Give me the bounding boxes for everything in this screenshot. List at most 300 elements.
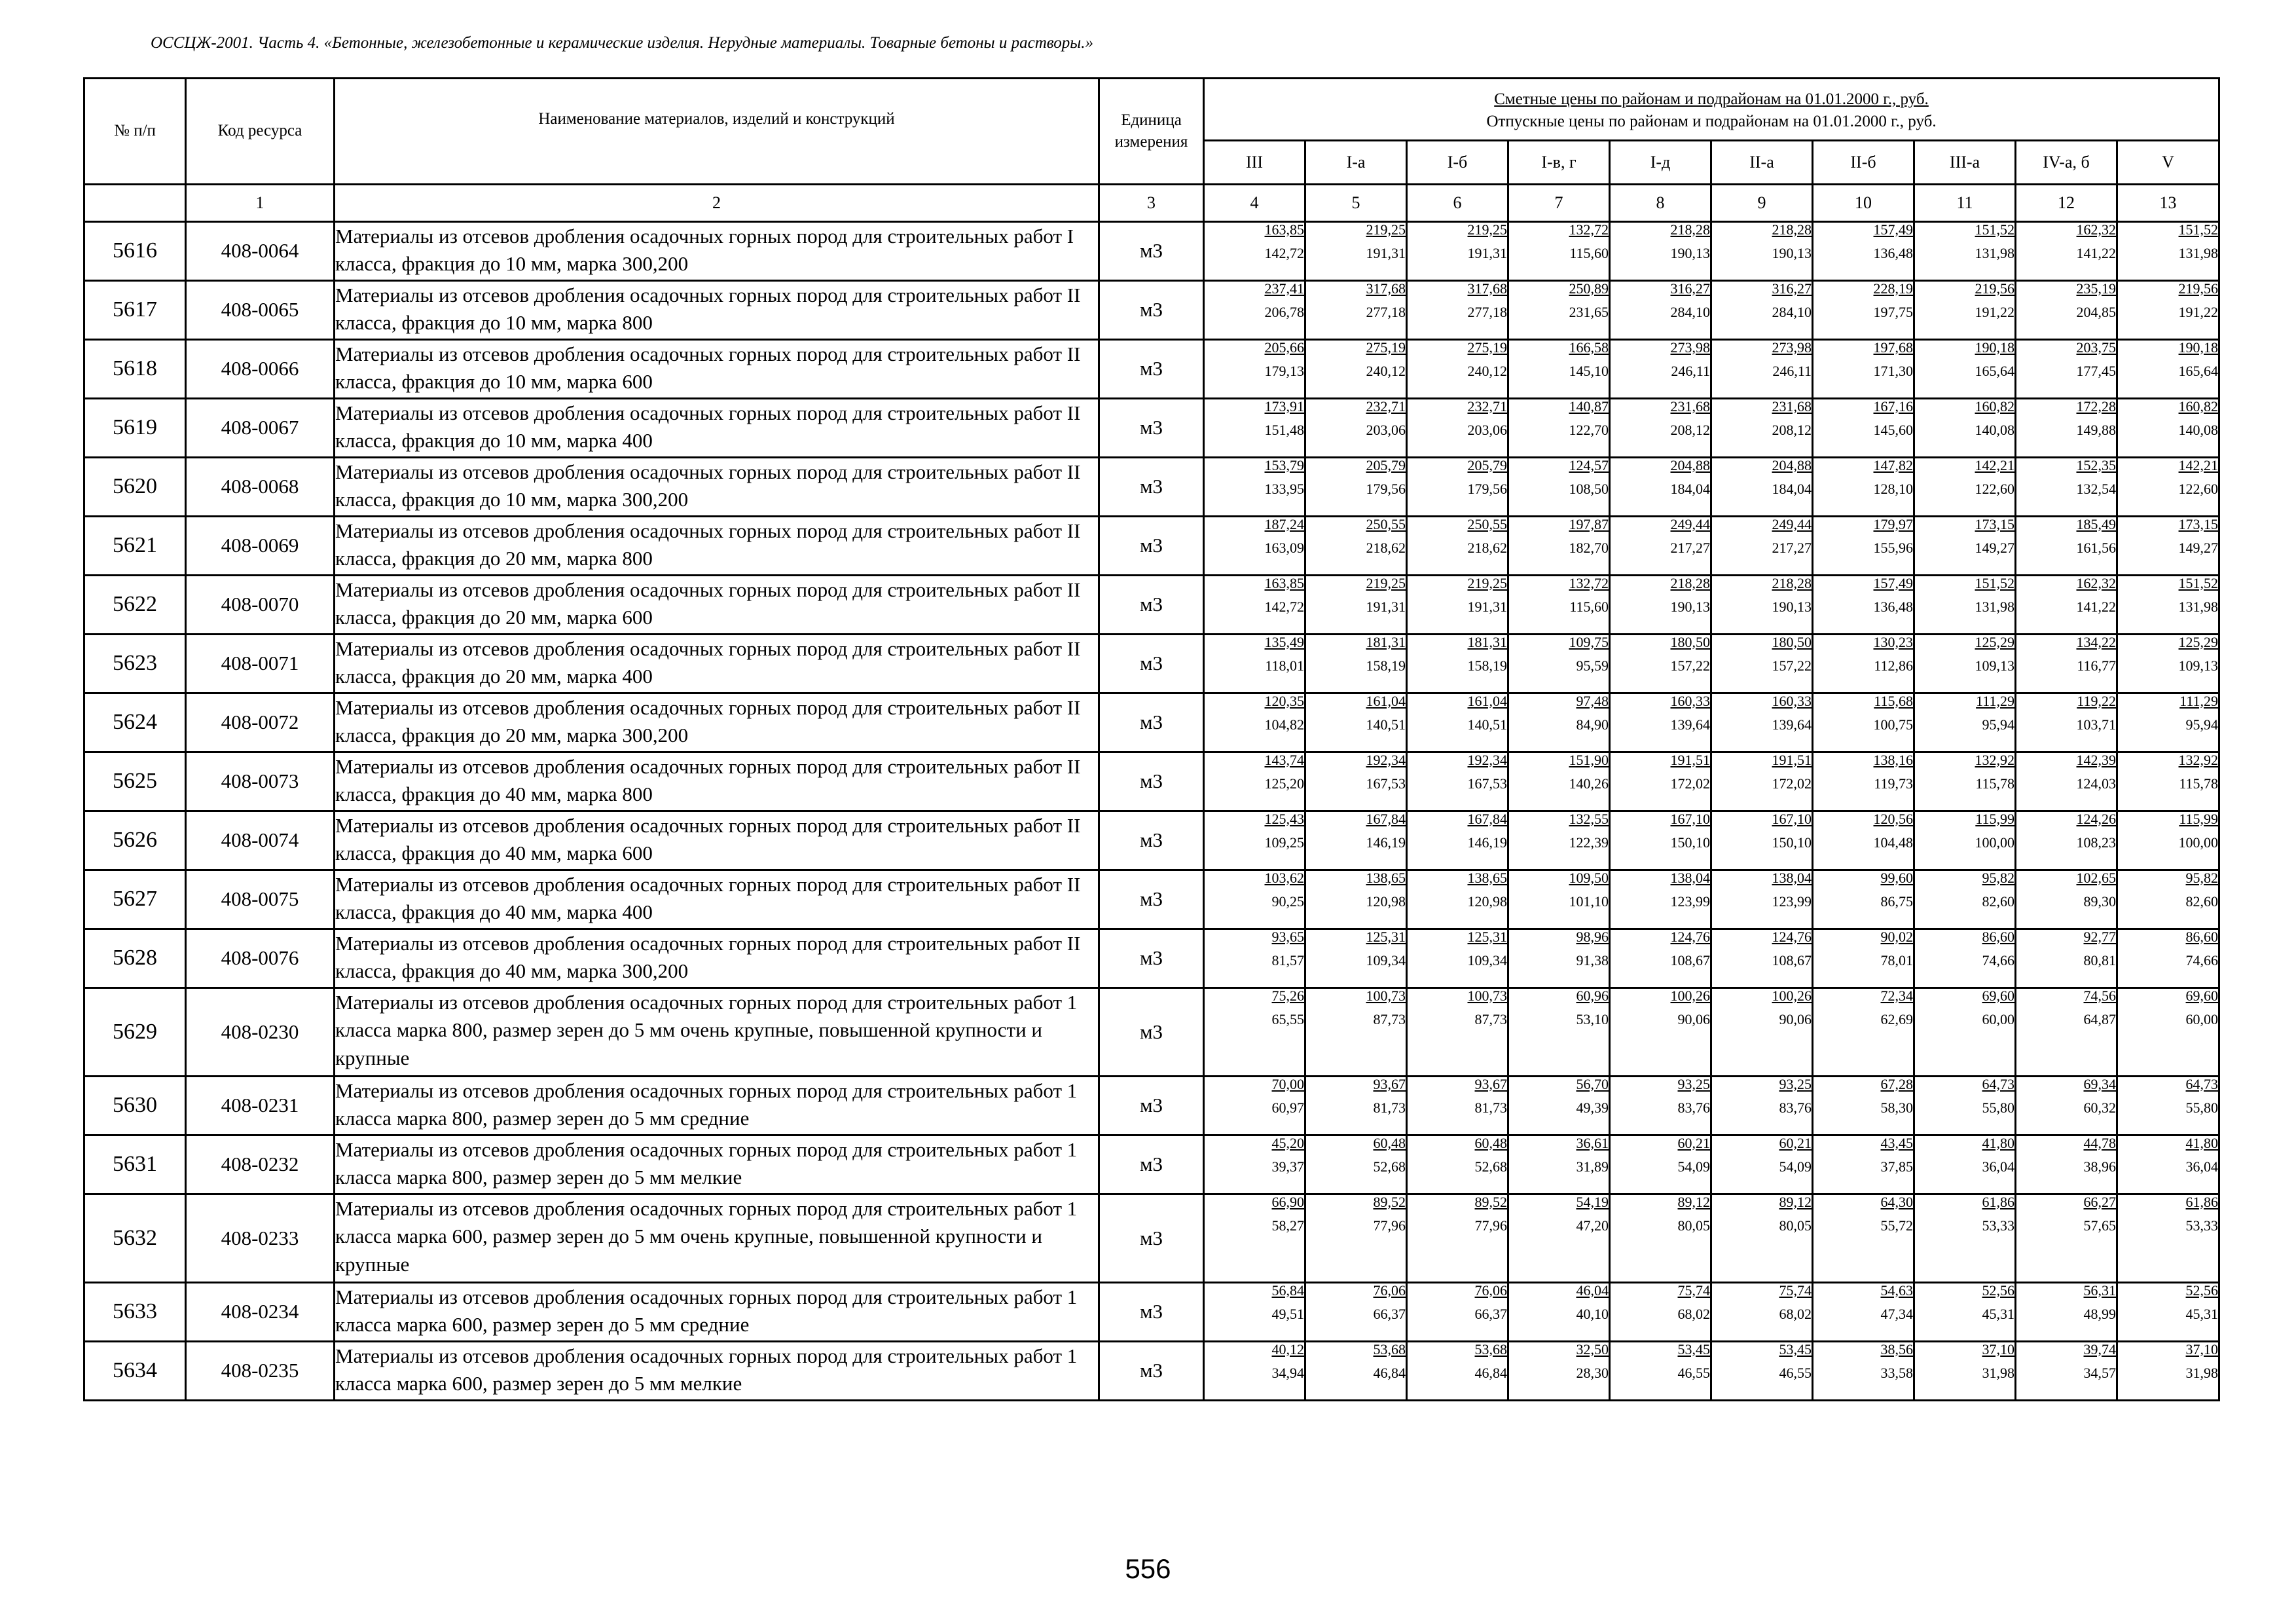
resource-code: 408-0075 [186, 870, 335, 929]
release-price: 146,19 [1467, 834, 1507, 851]
price-cell [1610, 811, 1711, 870]
release-price: 203,06 [1467, 421, 1507, 438]
price-cell [1813, 457, 1914, 516]
release-price: 146,19 [1366, 834, 1406, 851]
estimate-price: 100,73 [1366, 987, 1406, 1004]
estimate-price: 180,50 [1772, 633, 1812, 650]
estimate-price: 120,56 [1873, 810, 1913, 827]
release-price: 115,78 [1975, 775, 2014, 792]
table-row [84, 752, 2219, 811]
price-cell [1407, 457, 1508, 516]
release-price: 203,06 [1366, 421, 1406, 438]
price-cell [2117, 693, 2219, 752]
table-row [84, 1076, 2219, 1135]
release-price: 140,51 [1467, 716, 1507, 733]
estimate-price: 191,51 [1670, 751, 1710, 768]
estimate-price: 70,00 [1271, 1075, 1304, 1092]
release-price: 157,22 [1772, 657, 1812, 674]
price-cell [1305, 1194, 1407, 1282]
price-cell [1204, 339, 1305, 398]
price-cell [1407, 929, 1508, 987]
price-cell [1508, 221, 1610, 280]
release-price: 60,00 [2185, 1010, 2219, 1027]
estimate-price: 92,77 [2083, 928, 2116, 945]
estimate-price: 115,68 [1874, 692, 1913, 709]
release-price: 131,98 [1975, 598, 2014, 615]
unit-of-measure: м3 [1099, 457, 1204, 516]
release-price: 57,65 [2083, 1217, 2116, 1234]
release-price: 108,67 [1670, 951, 1710, 969]
price-cell [1914, 516, 2016, 575]
price-cell [2016, 752, 2117, 811]
release-price: 87,73 [1474, 1010, 1507, 1027]
row-number: 5621 [84, 516, 186, 575]
estimate-price: 66,90 [1271, 1193, 1304, 1210]
resource-code: 408-0071 [186, 634, 335, 693]
material-name: Материалы из отсевов дробления осадочных горных пород для строительных работ II класса, фракция до 20 мм, марка 800 [335, 516, 1099, 575]
estimate-price: 316,27 [1670, 280, 1710, 297]
estimate-price: 219,25 [1366, 574, 1406, 591]
estimate-price: 132,72 [1569, 221, 1609, 238]
estimate-price: 93,25 [1677, 1075, 1710, 1092]
release-price: 34,57 [2083, 1364, 2116, 1381]
estimate-price: 167,84 [1366, 810, 1406, 827]
price-cell [2016, 516, 2117, 575]
release-price: 140,08 [2178, 421, 2219, 438]
region-header: III [1204, 140, 1305, 184]
price-cell [2117, 1282, 2219, 1341]
row-number: 5624 [84, 693, 186, 752]
release-price: 109,13 [1975, 657, 2014, 674]
estimate-price: 192,34 [1467, 751, 1507, 768]
table-row [84, 398, 2219, 457]
price-cell [1508, 1282, 1610, 1341]
release-price: 64,87 [2083, 1010, 2116, 1027]
price-cell [1610, 1076, 1711, 1135]
region-header: II-а [1711, 140, 1813, 184]
release-price: 40,10 [1576, 1305, 1609, 1322]
estimate-price: 103,62 [1264, 869, 1304, 886]
estimate-price: 160,33 [1772, 692, 1812, 709]
estimate-price: 120,35 [1264, 692, 1304, 709]
estimate-price: 205,79 [1467, 456, 1507, 473]
release-price: 190,13 [1772, 244, 1812, 261]
estimate-price: 160,82 [1975, 397, 2014, 415]
estimate-price: 90,02 [1880, 928, 1913, 945]
estimate-price: 41,80 [1982, 1134, 2014, 1151]
release-price: 86,75 [1880, 893, 1913, 910]
price-cell [1508, 280, 1610, 339]
price-cell [1508, 575, 1610, 634]
release-price: 77,96 [1474, 1217, 1507, 1234]
estimate-price: 54,19 [1576, 1193, 1609, 1210]
release-price: 31,89 [1576, 1158, 1609, 1175]
price-cell [1407, 575, 1508, 634]
release-price: 45,31 [1982, 1305, 2014, 1322]
release-price: 131,98 [2178, 598, 2219, 615]
release-price: 163,09 [1264, 539, 1304, 556]
estimate-price: 125,29 [1975, 633, 2014, 650]
price-cell [1204, 221, 1305, 280]
price-cell [1508, 987, 1610, 1076]
release-price: 190,13 [1772, 598, 1812, 615]
release-price: 46,84 [1474, 1364, 1507, 1381]
release-price: 115,60 [1569, 244, 1609, 261]
price-cell [1204, 516, 1305, 575]
release-price: 158,19 [1467, 657, 1507, 674]
estimate-price: 173,15 [1975, 515, 2014, 532]
price-cell [1813, 1282, 1914, 1341]
column-number: 1 [186, 184, 335, 221]
price-cell [1711, 1135, 1813, 1194]
release-price: 47,34 [1880, 1305, 1913, 1322]
release-price: 142,72 [1264, 598, 1304, 615]
price-cell [1508, 516, 1610, 575]
unit-of-measure: м3 [1099, 280, 1204, 339]
column-number-blank [84, 184, 186, 221]
price-cell [1914, 457, 2016, 516]
estimate-price: 157,49 [1873, 574, 1913, 591]
price-cell [2117, 339, 2219, 398]
estimate-price: 119,22 [2077, 692, 2116, 709]
price-cell [1407, 634, 1508, 693]
release-price: 197,75 [1873, 303, 1913, 320]
estimate-price: 151,90 [1569, 751, 1609, 768]
estimate-price: 219,25 [1366, 221, 1406, 238]
price-cell [1610, 457, 1711, 516]
estimate-price: 235,19 [2076, 280, 2116, 297]
release-price: 179,56 [1467, 480, 1507, 497]
price-cell [1711, 516, 1813, 575]
estimate-price: 190,18 [2178, 339, 2219, 356]
estimate-price: 75,74 [1677, 1282, 1710, 1299]
document-header: ОССЦЖ-2001. Часть 4. «Бетонные, железобетонные и керамические изделия. Нерудные материалы. Товарные бетоны и растворы.» [151, 34, 1093, 52]
release-price: 104,82 [1264, 716, 1304, 733]
resource-code: 408-0068 [186, 457, 335, 516]
row-number: 5631 [84, 1135, 186, 1194]
release-price: 158,19 [1366, 657, 1406, 674]
estimate-price: 173,15 [2178, 515, 2219, 532]
price-cell [1204, 634, 1305, 693]
price-cell [1305, 811, 1407, 870]
estimate-price: 138,04 [1772, 869, 1812, 886]
price-cell [1813, 280, 1914, 339]
release-price: 109,34 [1366, 951, 1406, 969]
price-cell [1204, 1194, 1305, 1282]
table-row [84, 1341, 2219, 1400]
table-body [84, 221, 2219, 1400]
release-price: 103,71 [2076, 716, 2116, 733]
price-cell [1610, 752, 1711, 811]
release-price: 120,98 [1366, 893, 1406, 910]
estimate-price: 44,78 [2083, 1134, 2116, 1151]
estimate-price: 124,76 [1670, 928, 1710, 945]
release-price: 80,05 [1779, 1217, 1812, 1234]
unit-of-measure: м3 [1099, 1076, 1204, 1135]
release-price: 55,72 [1880, 1217, 1913, 1234]
price-cell [1813, 929, 1914, 987]
price-cell [1610, 1194, 1711, 1282]
estimate-price: 61,86 [1982, 1193, 2014, 1210]
resource-code: 408-0066 [186, 339, 335, 398]
price-cell [1204, 929, 1305, 987]
estimate-price: 185,49 [2076, 515, 2116, 532]
estimate-price: 37,10 [2185, 1340, 2219, 1357]
estimate-price: 250,55 [1467, 515, 1507, 532]
estimate-price: 179,97 [1873, 515, 1913, 532]
estimate-price: 317,68 [1467, 280, 1507, 297]
estimate-price: 181,31 [1366, 633, 1406, 650]
page-number: 556 [1125, 1553, 1171, 1584]
material-name: Материалы из отсевов дробления осадочных горных пород для строительных работ II класса, фракция до 40 мм, марка 400 [335, 870, 1099, 929]
region-header: I-б [1407, 140, 1508, 184]
release-price: 60,97 [1271, 1099, 1304, 1116]
material-name: Материалы из отсевов дробления осадочных горных пород для строительных работ 1 класса марка 600, размер зерен до 5 мм очень крупные, повышенной крупности и крупные [335, 1194, 1099, 1282]
price-cell [1305, 1282, 1407, 1341]
release-price: 81,73 [1474, 1099, 1507, 1116]
release-price: 218,62 [1366, 539, 1406, 556]
release-price: 55,80 [2185, 1099, 2219, 1116]
material-name: Материалы из отсевов дробления осадочных горных пород для строительных работ II класса, фракция до 10 мм, марка 800 [335, 280, 1099, 339]
estimate-price: 93,65 [1271, 928, 1304, 945]
estimate-price: 273,98 [1670, 339, 1710, 356]
estimate-price: 151,52 [2178, 221, 2219, 238]
release-price: 74,66 [2185, 951, 2219, 969]
release-price: 139,64 [1670, 716, 1710, 733]
estimate-price: 142,21 [1975, 456, 2014, 473]
release-price: 115,60 [1569, 598, 1609, 615]
estimate-price: 102,65 [2076, 869, 2116, 886]
unit-of-measure: м3 [1099, 987, 1204, 1076]
material-name: Материалы из отсевов дробления осадочных горных пород для строительных работ II класса, фракция до 40 мм, марка 800 [335, 752, 1099, 811]
price-cell [1305, 516, 1407, 575]
price-cell [1204, 398, 1305, 457]
release-price: 165,64 [1975, 362, 2014, 379]
resource-code: 408-0065 [186, 280, 335, 339]
column-number: 4 [1204, 184, 1305, 221]
price-cell [2016, 1341, 2117, 1400]
release-price: 122,60 [1975, 480, 2014, 497]
release-price: 217,27 [1772, 539, 1812, 556]
price-cell [2016, 221, 2117, 280]
price-cell [1813, 634, 1914, 693]
release-price: 217,27 [1670, 539, 1710, 556]
price-cell [1407, 693, 1508, 752]
release-price: 58,27 [1271, 1217, 1304, 1234]
price-cell [2117, 221, 2219, 280]
table-row [84, 929, 2219, 987]
resource-code: 408-0230 [186, 987, 335, 1076]
price-cell [1407, 398, 1508, 457]
column-number: 7 [1508, 184, 1610, 221]
table-row [84, 457, 2219, 516]
release-price: 136,48 [1873, 244, 1913, 261]
row-number: 5616 [84, 221, 186, 280]
price-cell [1610, 929, 1711, 987]
row-number: 5628 [84, 929, 186, 987]
estimate-price: 32,50 [1576, 1340, 1609, 1357]
material-name: Материалы из отсевов дробления осадочных горных пород для строительных работ II класса, фракция до 20 мм, марка 400 [335, 634, 1099, 693]
price-cell [1204, 870, 1305, 929]
estimate-price: 72,34 [1880, 987, 1913, 1004]
estimate-price: 56,84 [1271, 1282, 1304, 1299]
resource-code: 408-0076 [186, 929, 335, 987]
estimate-price: 69,60 [2185, 987, 2219, 1004]
estimate-price: 95,82 [1982, 869, 2014, 886]
price-cell [1305, 1076, 1407, 1135]
release-price: 109,25 [1264, 834, 1304, 851]
estimate-price: 76,06 [1474, 1282, 1507, 1299]
release-price: 31,98 [1982, 1364, 2014, 1381]
resource-code: 408-0233 [186, 1194, 335, 1282]
release-price: 66,37 [1373, 1305, 1406, 1322]
release-price: 131,98 [1975, 244, 2014, 261]
estimate-price: 40,12 [1271, 1340, 1304, 1357]
estimate-price: 273,98 [1772, 339, 1812, 356]
release-price: 52,68 [1373, 1158, 1406, 1175]
release-price: 74,66 [1982, 951, 2014, 969]
release-price: 190,13 [1670, 598, 1710, 615]
estimate-price: 249,44 [1772, 515, 1812, 532]
estimate-price: 135,49 [1264, 633, 1304, 650]
estimate-price: 60,48 [1474, 1134, 1507, 1151]
unit-of-measure: м3 [1099, 1135, 1204, 1194]
estimate-price: 180,50 [1670, 633, 1710, 650]
estimate-price: 97,48 [1576, 692, 1609, 709]
table-row [84, 870, 2219, 929]
estimate-price: 250,55 [1366, 515, 1406, 532]
region-header: IV-а, б [2016, 140, 2117, 184]
estimate-price: 98,96 [1576, 928, 1609, 945]
price-cell [1508, 398, 1610, 457]
release-price: 120,98 [1467, 893, 1507, 910]
release-price: 66,37 [1474, 1305, 1507, 1322]
price-cell [1407, 870, 1508, 929]
price-cell [2117, 1341, 2219, 1400]
release-price: 246,11 [1671, 362, 1710, 379]
estimate-price: 46,04 [1576, 1282, 1609, 1299]
estimate-price: 275,19 [1467, 339, 1507, 356]
price-cell [1305, 221, 1407, 280]
material-name: Материалы из отсевов дробления осадочных горных пород для строительных работ 1 класса марка 800, размер зерен до 5 мм мелкие [335, 1135, 1099, 1194]
price-cell [2117, 1194, 2219, 1282]
release-price: 38,96 [2083, 1158, 2116, 1175]
material-name: Материалы из отсевов дробления осадочных горных пород для строительных работ II класса, фракция до 40 мм, марка 300,200 [335, 929, 1099, 987]
estimate-price: 151,52 [2178, 574, 2219, 591]
estimate-price: 143,74 [1264, 751, 1304, 768]
price-cell [2016, 457, 2117, 516]
price-cell [1508, 929, 1610, 987]
estimate-price: 161,04 [1467, 692, 1507, 709]
column-number: 11 [1914, 184, 2016, 221]
release-price: 83,76 [1779, 1099, 1812, 1116]
column-number: 9 [1711, 184, 1813, 221]
release-price: 122,70 [1569, 421, 1609, 438]
region-header: I-а [1305, 140, 1407, 184]
resource-code: 408-0232 [186, 1135, 335, 1194]
release-price: 208,12 [1772, 421, 1812, 438]
release-price: 150,10 [1670, 834, 1710, 851]
release-price: 277,18 [1366, 303, 1406, 320]
estimate-price: 250,89 [1569, 280, 1609, 297]
unit-of-measure: м3 [1099, 221, 1204, 280]
release-price: 167,53 [1467, 775, 1507, 792]
release-price: 149,27 [1975, 539, 2014, 556]
estimate-price: 181,31 [1467, 633, 1507, 650]
material-name: Материалы из отсевов дробления осадочных горных пород для строительных работ 1 класса марка 800, размер зерен до 5 мм очень крупные, повышенной крупности и крупные [335, 987, 1099, 1076]
unit-of-measure: м3 [1099, 1341, 1204, 1400]
estimate-price: 204,88 [1772, 456, 1812, 473]
price-cell [1204, 280, 1305, 339]
table-row [84, 1282, 2219, 1341]
estimate-price: 45,20 [1271, 1134, 1304, 1151]
release-price: 36,04 [2185, 1158, 2219, 1175]
row-number: 5620 [84, 457, 186, 516]
release-price: 167,53 [1366, 775, 1406, 792]
price-cell [1711, 693, 1813, 752]
row-number: 5618 [84, 339, 186, 398]
region-header: I-д [1610, 140, 1711, 184]
estimate-price: 138,65 [1467, 869, 1507, 886]
price-cell [2016, 1135, 2117, 1194]
estimate-price: 163,85 [1264, 574, 1304, 591]
estimate-price: 124,26 [2076, 810, 2116, 827]
release-price: 80,81 [2083, 951, 2116, 969]
release-price: 108,67 [1772, 951, 1812, 969]
price-cell [1610, 1341, 1711, 1400]
table-header-row [84, 79, 2219, 141]
estimate-price: 249,44 [1670, 515, 1710, 532]
release-price: 104,48 [1873, 834, 1913, 851]
price-cell [1508, 693, 1610, 752]
price-cell [2117, 280, 2219, 339]
price-cell [1204, 1135, 1305, 1194]
price-cell [2016, 693, 2117, 752]
unit-of-measure: м3 [1099, 693, 1204, 752]
estimate-price: 100,73 [1467, 987, 1507, 1004]
estimate-price: 167,16 [1873, 397, 1913, 415]
price-cell [1407, 1341, 1508, 1400]
estimate-price: 56,31 [2083, 1282, 2116, 1299]
estimate-price: 197,68 [1873, 339, 1913, 356]
release-price: 284,10 [1772, 303, 1812, 320]
release-price: 89,30 [2083, 893, 2116, 910]
estimate-price: 64,73 [2185, 1075, 2219, 1092]
estimate-price: 86,60 [1982, 928, 2014, 945]
estimate-price: 115,99 [1975, 810, 2014, 827]
estimate-price: 160,82 [2178, 397, 2219, 415]
price-cell [1508, 811, 1610, 870]
price-cell [1711, 280, 1813, 339]
column-number: 10 [1813, 184, 1914, 221]
release-price: 145,60 [1873, 421, 1913, 438]
estimate-price: 53,68 [1373, 1340, 1406, 1357]
release-price: 28,30 [1576, 1364, 1609, 1381]
price-cell [1610, 575, 1711, 634]
release-price: 151,48 [1264, 421, 1304, 438]
release-price: 123,99 [1772, 893, 1812, 910]
release-price: 31,98 [2185, 1364, 2219, 1381]
release-price: 208,12 [1670, 421, 1710, 438]
estimate-price: 66,27 [2083, 1193, 2116, 1210]
release-price: 53,10 [1576, 1010, 1609, 1027]
price-cell [1813, 221, 1914, 280]
resource-code: 408-0235 [186, 1341, 335, 1400]
release-price: 172,02 [1670, 775, 1710, 792]
price-cell [2016, 398, 2117, 457]
estimate-price: 52,56 [2185, 1282, 2219, 1299]
price-cell [1508, 1135, 1610, 1194]
